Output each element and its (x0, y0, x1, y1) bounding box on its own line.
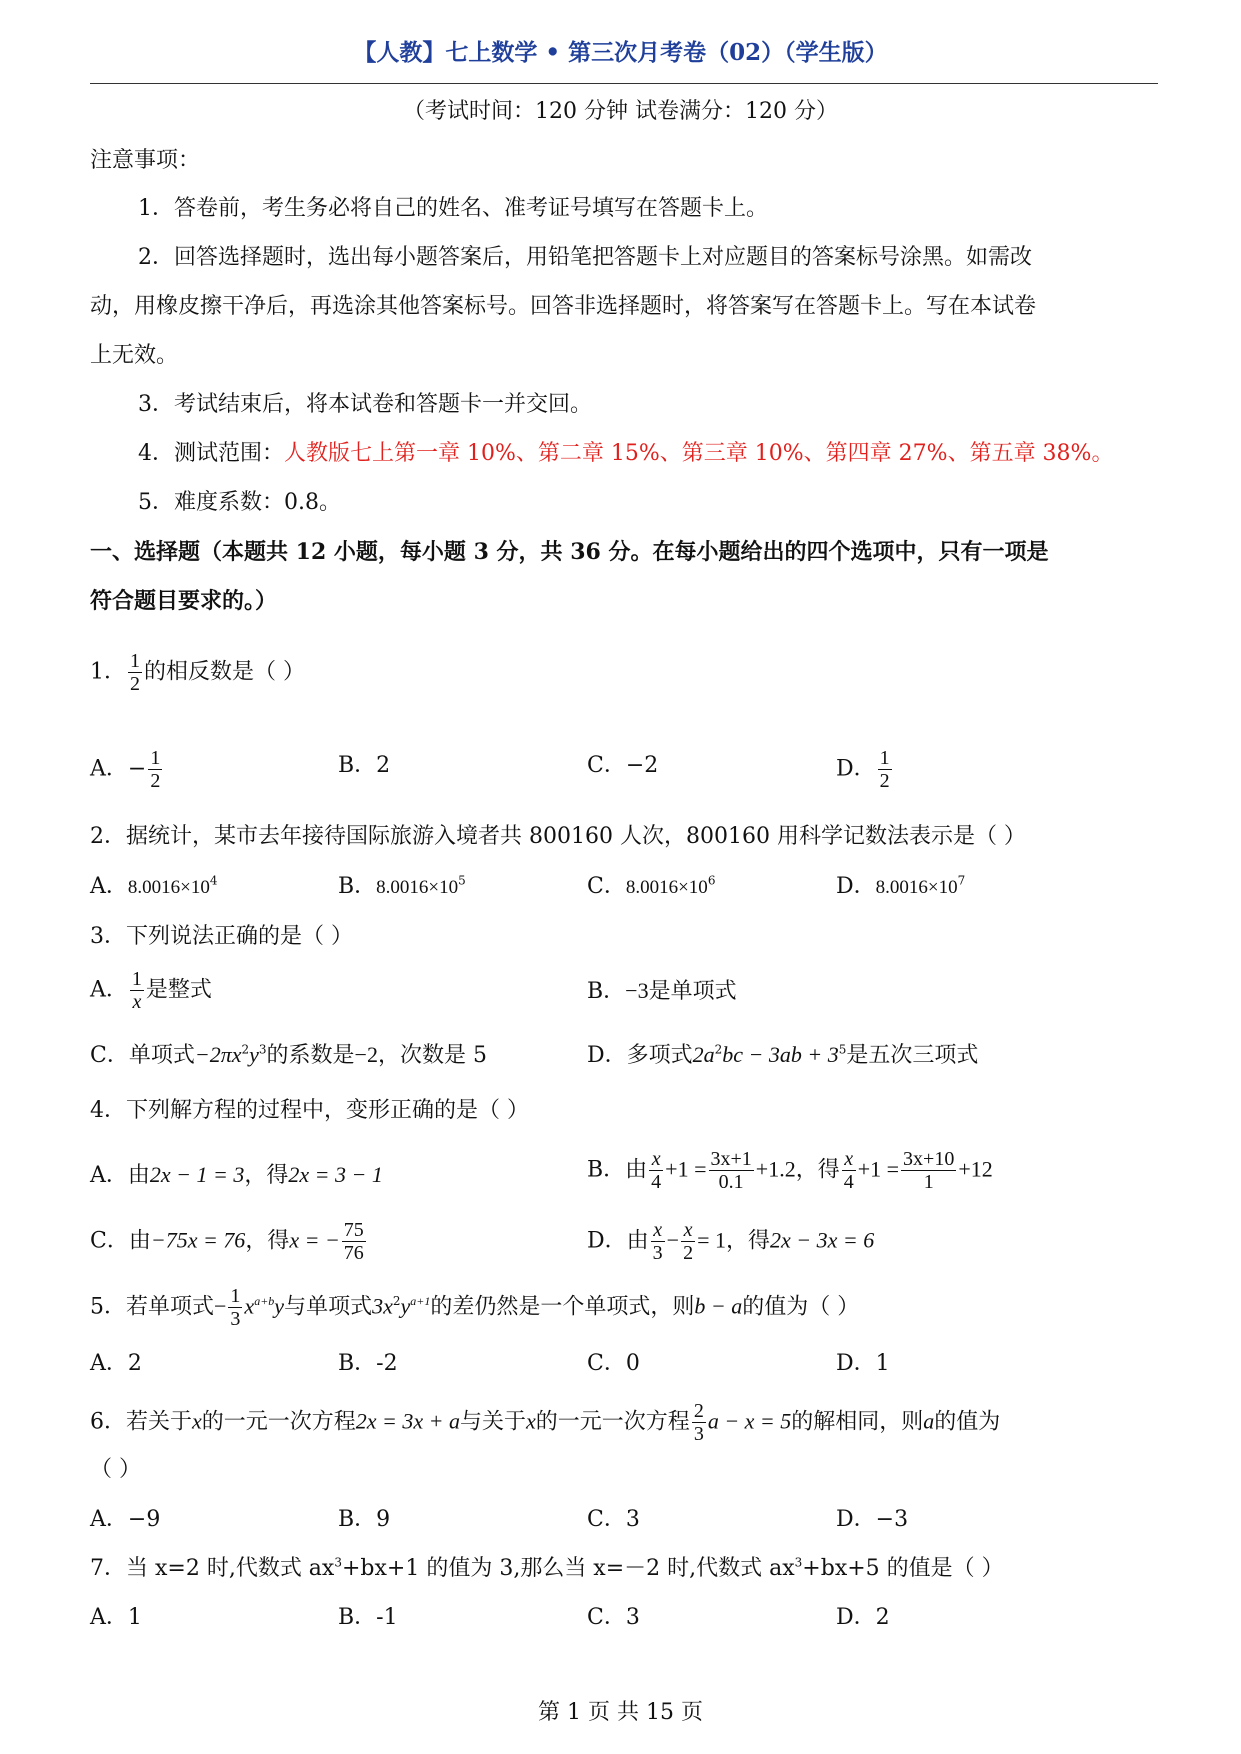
notice-item-1: 1．答卷前，考生务必将自己的姓名、准考证号填写在答题卡上。 (138, 196, 768, 221)
question-7: 7．当 x=2 时,代数式 $ax^3+bx+1$ 的值为 3,那么当 x=－2 时,代数式 $ax^3+bx+5$ 的值是（ ） (90, 1555, 1004, 1581)
q4-option-c: C．由−75x = 76，得x = − $\frac{75}{76}$ (90, 1219, 364, 1264)
q6-option-c: C．3 (587, 1507, 640, 1532)
q5-option-a: A．2 (90, 1351, 142, 1376)
q5-option-c: C．0 (587, 1351, 640, 1376)
q7-option-c: C．3 (587, 1605, 640, 1630)
document-title: 【人教】七上数学 • 第三次月考卷（02）（学生版） (353, 39, 888, 66)
fraction: $\frac{1}{2}$ (130, 650, 140, 695)
q2-option-c: C．$8.0016\times 10^6$ (587, 873, 716, 899)
q6-option-d: D．−3 (836, 1507, 909, 1532)
question-3: 3．下列说法正确的是（ ） (90, 924, 353, 949)
q6-option-a: A．−9 (90, 1507, 161, 1532)
question-4: 4．下列解方程的过程中，变形正确的是（ ） (90, 1098, 529, 1123)
q2-option-d: D．$8.0016\times 10^7$ (836, 873, 966, 899)
page-footer: 第 1 页 共 15 页 (538, 1700, 703, 1725)
section-heading-line-1: 一、选择题（本题共 12 小题，每小题 3 分，共 36 分。在每小题给出的四个选项中，只有一项是 (90, 539, 1049, 565)
notice-item-3: 3．考试结束后，将本试卷和答题卡一并交回。 (138, 392, 592, 417)
q3-option-a: A． $\frac{1}{x}$ 是整式 (90, 968, 212, 1013)
q1-option-d: D． $\frac{1}{2}$ (836, 747, 890, 792)
q1-option-a: A．− $\frac{1}{2}$ (90, 747, 161, 792)
q5-option-d: D．1 (836, 1351, 890, 1376)
q3-option-b: B．−3是单项式 (587, 978, 737, 1004)
q7-option-b: B．-1 (338, 1605, 398, 1630)
q3-option-d: D．多项式$2a^2bc - 3ab + 3^5$是五次三项式 (587, 1042, 979, 1068)
question-5: 5．若单项式− $\frac{1}{3}$ $x^{a+b}y$与单项式$3x^2y^{a+1}$的差仍然是一个单项式，则b − a的值为（ ） (90, 1285, 860, 1330)
notice-item-2-line-1: 2．回答选择题时，选出每小题答案后，用铅笔把答题卡上对应题目的答案标号涂黑。如需改 (138, 245, 1033, 270)
q4-option-d: D．由 $\frac{x}{3}$ − $\frac{x}{2}$ = 1，得2x − 3x = 6 (587, 1219, 875, 1264)
notice-item-4-prefix: 4．测试范围： (138, 441, 284, 466)
q1-option-b: B．2 (338, 753, 391, 778)
notice-heading: 注意事项： (90, 148, 201, 173)
notice-item-5: 5．难度系数：0.8。 (138, 490, 341, 515)
q4-option-a: A．由2x − 1 = 3，得2x = 3 − 1 (90, 1162, 383, 1188)
question-1 (90, 650, 305, 695)
q4-option-b: B．由 $\frac{x}{4}$ +1 = $\frac{3x+1}{0.1}$ +1.2，得 $\frac{x}{4}$ +1 = $\frac{3x+10}{1}$ +12 (587, 1148, 993, 1193)
q3-option-c: C．单项式$-2\pi x^2y^3$的系数是−2，次数是 5 (90, 1042, 487, 1068)
q7-option-a: A．1 (90, 1605, 142, 1630)
question-6: 6．若关于x的一元一次方程2x = 3x + a与关于x的一元一次方程 $\frac{2}{3}$ a − x = 5的解相同，则a的值为 (90, 1400, 1001, 1445)
test-scope: 人教版七上第一章 10%、第二章 15%、第三章 10%、第四章 27%、第五章 38%。 (284, 441, 1114, 466)
question-2: 2．据统计，某市去年接待国际旅游入境者共 800160 人次，800160 用科学记数法表示是（ ） (90, 824, 1026, 849)
question-stem: 的相反数是（ ） (144, 659, 305, 685)
q2-option-a: A．$8.0016\times 10^4$ (90, 873, 218, 899)
q7-option-d: D．2 (836, 1605, 890, 1630)
q1-option-c: C．−2 (587, 753, 659, 778)
question-6-paren: （ ） (90, 1457, 141, 1482)
exam-info: （考试时间：120 分钟 试卷满分：120 分） (403, 99, 838, 124)
header-rule (90, 83, 1158, 84)
notice-item-2-line-2: 动，用橡皮擦干净后，再选涂其他答案标号。回答非选择题时，将答案写在答题卡上。写在本试卷 (90, 294, 1037, 319)
question-number: 1． (90, 659, 126, 685)
section-heading-line-2: 符合题目要求的。） (90, 588, 278, 614)
q5-option-b: B．-2 (338, 1351, 398, 1376)
notice-item-2-line-3: 上无效。 (90, 343, 179, 368)
q2-option-b: B．$8.0016\times 10^5$ (338, 873, 466, 899)
notice-item-4 (138, 439, 1113, 469)
q6-option-b: B．9 (338, 1507, 391, 1532)
